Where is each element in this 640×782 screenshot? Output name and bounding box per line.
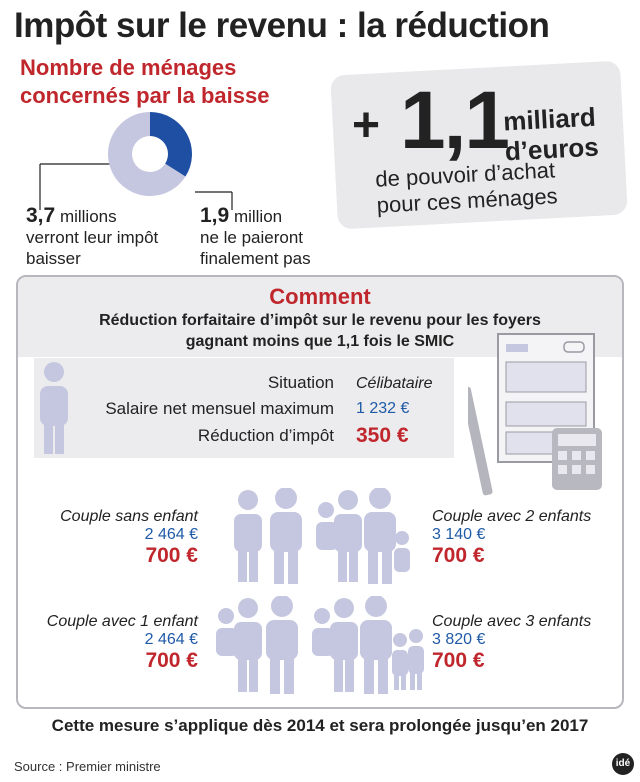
couple-two-children-icon [312, 488, 412, 584]
salary-value: 1 232 € [356, 400, 410, 417]
case-couple-one-child [20, 613, 198, 673]
reduction-label: Réduction d’impôt [197, 426, 334, 445]
footer-note: Cette mesure s’applique dès 2014 et sera prolongée jusqu’en 2017 [51, 716, 589, 735]
page-title: Impôt sur le revenu : la réduction [14, 6, 550, 45]
case-couple-two-children-label: Couple avec 2 enfants [432, 508, 592, 525]
purchasing-power-amount: 1,1 [400, 75, 508, 166]
case-couple-no-child [30, 508, 198, 568]
case-couple-one-child-reduction: 700 € [145, 649, 198, 672]
case-couple-two-children [432, 508, 612, 568]
source-credit: Source : Premier ministre [14, 759, 161, 774]
purchasing-power-unit-line2: d’euros [504, 131, 600, 167]
case-couple-no-child-reduction: 700 € [145, 544, 198, 567]
households-heading-line2: concernés par la baisse [20, 83, 270, 108]
pie-hole [132, 136, 168, 172]
reduction-value: 350 € [356, 424, 409, 447]
purchasing-power-unit-line1: milliard [502, 101, 597, 137]
couple-no-child-icon [230, 488, 310, 584]
households-heading-line1: Nombre de ménages [20, 55, 237, 80]
households-lower-line2: verront leur impôt [26, 228, 159, 247]
households-exempt-line2: ne le paieront [200, 228, 304, 247]
situation-label: Situation [267, 373, 334, 392]
households-lower-value: 3,7 [26, 204, 56, 227]
couple-three-children-icon [308, 596, 426, 694]
situation-value: Célibataire [356, 375, 433, 392]
purchasing-power-desc-line1: de pouvoir d’achat [374, 157, 556, 192]
households-exempt-unit: million [233, 207, 283, 226]
ide-logo: idé [612, 753, 634, 775]
how-desc-line1: Réduction forfaitaire d’impôt sur le revenu pour les foyers [99, 312, 541, 329]
case-couple-three-children-salary: 3 820 € [432, 631, 486, 648]
case-couple-one-child-salary: 2 464 € [144, 631, 198, 648]
households-lower-unit: millions [59, 207, 117, 226]
case-couple-no-child-salary: 2 464 € [144, 526, 198, 543]
how-desc-line2: gagnant moins que 1,1 fois le SMIC [185, 333, 455, 350]
how-heading: Comment [269, 284, 371, 309]
couple-one-child-icon [212, 596, 308, 694]
case-couple-two-children-salary: 3 140 € [432, 526, 486, 543]
households-lower-line3: baisser [26, 249, 81, 268]
salary-label: Salaire net mensuel maximum [105, 399, 334, 418]
households-exempt-value: 1,9 [200, 204, 230, 227]
case-couple-two-children-reduction: 700 € [432, 544, 485, 567]
households-exempt-line3: finalement pas [200, 249, 311, 268]
purchasing-power-description [375, 157, 558, 218]
households-exempt-caption [200, 205, 311, 269]
households-lower-caption [26, 205, 158, 269]
tax-form-illustration [468, 332, 608, 502]
case-couple-three-children-reduction: 700 € [432, 649, 485, 672]
purchasing-power-plus: + [352, 99, 381, 152]
case-couple-one-child-label: Couple avec 1 enfant [46, 613, 198, 630]
households-heading [20, 54, 269, 110]
case-couple-three-children-label: Couple avec 3 enfants [432, 613, 592, 630]
case-couple-no-child-label: Couple sans enfant [60, 508, 198, 525]
case-couple-three-children [432, 613, 612, 673]
purchasing-power-desc-line2: pour ces ménages [376, 183, 559, 218]
